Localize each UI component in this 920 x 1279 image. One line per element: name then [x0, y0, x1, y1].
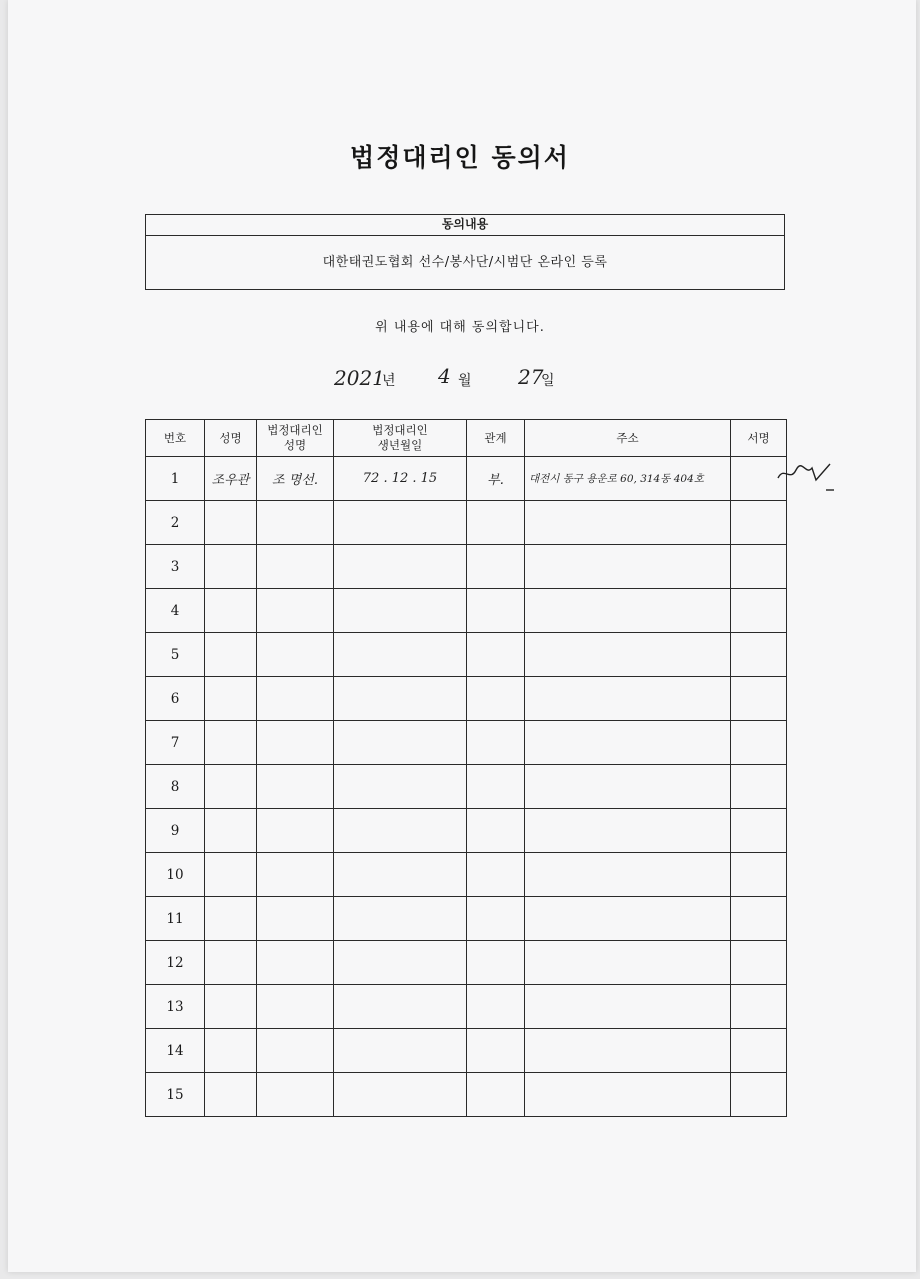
consent-body: 대한태권도협회 선수/봉사단/시범단 온라인 등록: [322, 255, 608, 270]
signature-cell: [731, 985, 787, 1029]
date-year-value: 2021: [334, 366, 385, 390]
document-title: 법정대리인 동의서: [350, 143, 570, 172]
guardian-name: [257, 809, 334, 853]
relation: [467, 853, 525, 897]
signature-cell: [731, 941, 787, 985]
student-name: [205, 809, 257, 853]
table-row: [146, 1073, 787, 1117]
student-name: [205, 545, 257, 589]
guardian-name: [257, 897, 334, 941]
guardian-birthdate: [334, 721, 467, 765]
address: [525, 897, 731, 941]
guardian-name: [257, 1073, 334, 1117]
guardian-birthdate: [334, 589, 467, 633]
student-name: [205, 1073, 257, 1117]
student-name: [205, 677, 257, 721]
date-day-unit: 일: [541, 373, 555, 389]
table-row: [146, 677, 787, 721]
student-name: [205, 633, 257, 677]
guardian-birthdate: [334, 1073, 467, 1117]
row-number: 9: [146, 809, 205, 853]
student-name: [205, 897, 257, 941]
header-guardian-birth: 법정대리인 생년월일: [334, 420, 467, 457]
header-relation: 관계: [467, 420, 525, 457]
header-no: 번호: [146, 420, 205, 457]
relation: [467, 721, 525, 765]
date-month-value: 4: [438, 364, 451, 388]
student-name: [205, 941, 257, 985]
relation: [467, 1029, 525, 1073]
student-name: 조우관: [205, 457, 257, 501]
table-row: [146, 501, 787, 545]
address: [525, 501, 731, 545]
guardian-birthdate: [334, 941, 467, 985]
signature-cell: [731, 809, 787, 853]
guardian-name: 조 명선.: [257, 457, 334, 501]
guardian-birthdate: [334, 765, 467, 809]
guardian-name: [257, 721, 334, 765]
address: [525, 941, 731, 985]
signature-cell: [731, 633, 787, 677]
row-number: 7: [146, 721, 205, 765]
address: [525, 1029, 731, 1073]
relation: [467, 677, 525, 721]
student-name: [205, 721, 257, 765]
address: [525, 633, 731, 677]
guardian-birthdate: [334, 853, 467, 897]
guardian-name: [257, 545, 334, 589]
relation: [467, 985, 525, 1029]
row-number: 1: [146, 457, 205, 501]
date-day-value: 27: [518, 365, 544, 389]
relation: 부.: [467, 457, 525, 501]
agree-statement: 위 내용에 대해 동의합니다.: [375, 320, 545, 335]
guardian-birthdate: [334, 985, 467, 1029]
guardian-birthdate: [334, 545, 467, 589]
relation: [467, 501, 525, 545]
guardian-birthdate: [334, 1029, 467, 1073]
header-address: 주소: [525, 420, 731, 457]
address: [525, 853, 731, 897]
signature-cell: [731, 1073, 787, 1117]
address: [525, 765, 731, 809]
table-row: [146, 1029, 787, 1073]
signature-cell: [731, 545, 787, 589]
address: [525, 1073, 731, 1117]
table-row: [146, 545, 787, 589]
relation: [467, 765, 525, 809]
row-number: 12: [146, 941, 205, 985]
table-row: [146, 457, 787, 501]
signature-cell: [731, 589, 787, 633]
relation: [467, 633, 525, 677]
signature-scribble: [776, 456, 838, 496]
row-number: 13: [146, 985, 205, 1029]
student-name: [205, 853, 257, 897]
row-number: 14: [146, 1029, 205, 1073]
guardian-name: [257, 941, 334, 985]
header-signature: 서명: [731, 420, 787, 457]
signature-cell: [731, 897, 787, 941]
table-row: [146, 897, 787, 941]
guardian-roster-table: [145, 419, 787, 1117]
header-guardian-name: 법정대리인 성명: [257, 420, 334, 457]
table-header-row: [146, 420, 787, 457]
table-row: [146, 809, 787, 853]
address: 대전시 동구 용운로 60, 314동 404호: [525, 457, 731, 501]
address: [525, 677, 731, 721]
row-number: 6: [146, 677, 205, 721]
signing-date: [0, 364, 920, 404]
relation: [467, 589, 525, 633]
guardian-name: [257, 677, 334, 721]
date-year-unit: 년: [382, 373, 396, 389]
address: [525, 545, 731, 589]
signature-cell: [731, 721, 787, 765]
table-row: [146, 633, 787, 677]
relation: [467, 809, 525, 853]
date-month-unit: 월: [458, 373, 472, 389]
row-number: 2: [146, 501, 205, 545]
table-row: [146, 853, 787, 897]
consent-content-box: [145, 214, 785, 290]
row-number: 5: [146, 633, 205, 677]
header-name: 성명: [205, 420, 257, 457]
relation: [467, 897, 525, 941]
signature-cell: [731, 501, 787, 545]
guardian-birthdate: [334, 897, 467, 941]
student-name: [205, 1029, 257, 1073]
row-number: 11: [146, 897, 205, 941]
row-number: 4: [146, 589, 205, 633]
guardian-birthdate: 72 . 12 . 15: [334, 457, 467, 501]
address: [525, 721, 731, 765]
student-name: [205, 589, 257, 633]
row-number: 15: [146, 1073, 205, 1117]
relation: [467, 941, 525, 985]
address: [525, 589, 731, 633]
row-number: 3: [146, 545, 205, 589]
guardian-name: [257, 1029, 334, 1073]
guardian-name: [257, 985, 334, 1029]
address: [525, 809, 731, 853]
signature-cell: [731, 1029, 787, 1073]
relation: [467, 1073, 525, 1117]
table-row: [146, 985, 787, 1029]
signature-cell: [731, 765, 787, 809]
guardian-birthdate: [334, 501, 467, 545]
table-row: [146, 765, 787, 809]
guardian-birthdate: [334, 677, 467, 721]
student-name: [205, 501, 257, 545]
guardian-name: [257, 853, 334, 897]
address: [525, 985, 731, 1029]
signature-cell: [731, 853, 787, 897]
student-name: [205, 985, 257, 1029]
consent-header: 동의내용: [146, 215, 784, 236]
student-name: [205, 765, 257, 809]
row-number: 8: [146, 765, 205, 809]
guardian-name: [257, 765, 334, 809]
guardian-name: [257, 633, 334, 677]
guardian-name: [257, 589, 334, 633]
row-number: 10: [146, 853, 205, 897]
guardian-name: [257, 501, 334, 545]
relation: [467, 545, 525, 589]
table-row: [146, 589, 787, 633]
guardian-birthdate: [334, 633, 467, 677]
table-row: [146, 941, 787, 985]
signature-cell: [731, 677, 787, 721]
table-row: [146, 721, 787, 765]
guardian-birthdate: [334, 809, 467, 853]
